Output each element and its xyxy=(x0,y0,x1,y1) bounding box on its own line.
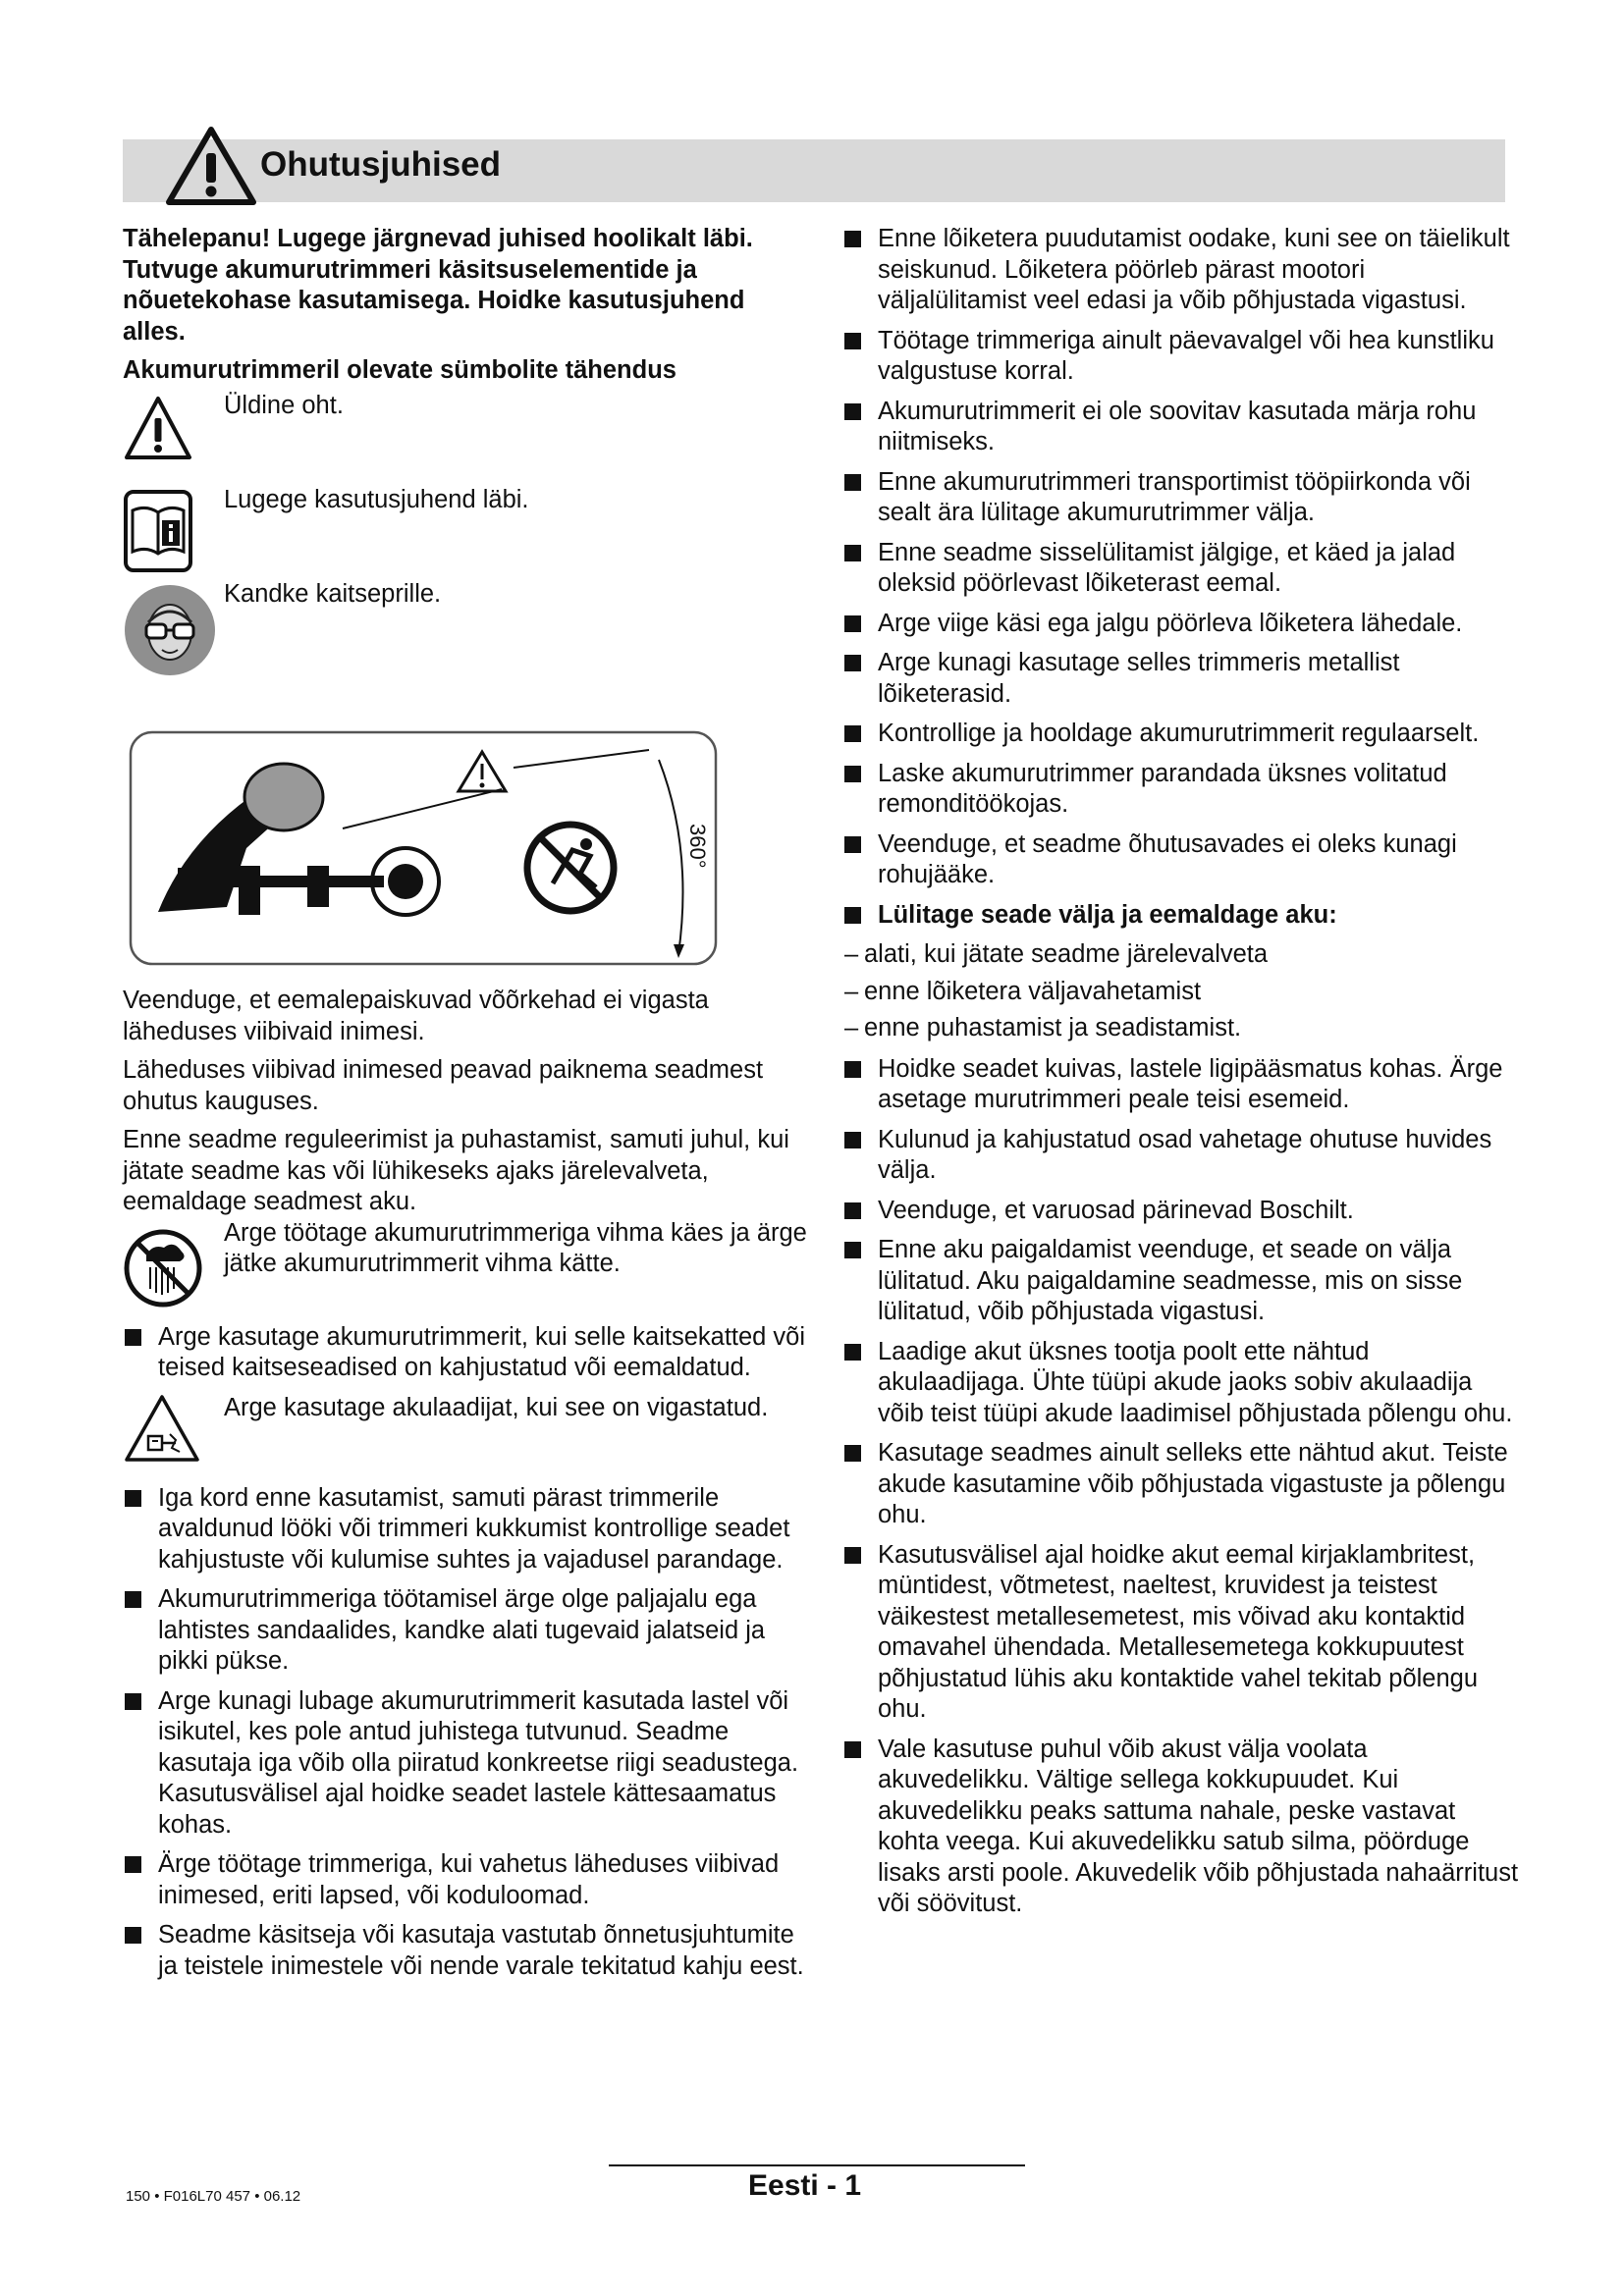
thrown-objects-diagram xyxy=(129,730,718,966)
dash-item: – enne lõiketera väljavahetamist xyxy=(842,977,1520,1008)
list-item: Laske akumurutrimmer parandada üksnes volitatud remonditöökojas. xyxy=(842,759,1520,821)
paragraph: Enne seadme reguleerimist ja puhastamist, samuti juhul, kui jätate seadme kas või lühikeseks ajaks järelevalveta, eemaldage seadmest aku. xyxy=(123,1126,789,1215)
rain-warning-text: Arge töötage akumurutrimmeriga vihma käes ja ärge jätke akumurutrimmerit vihma kätte. xyxy=(224,1218,807,1277)
charger-warning-text: Arge kasutage akulaadijat, kui see on vigastatud. xyxy=(224,1393,769,1421)
list-item: Arge viige käsi ega jalgu pöörleva lõiketera lähedale. xyxy=(842,609,1520,640)
list-item: Akumurutrimmerit ei ole soovitav kasutada märja rohu niitmiseks. xyxy=(842,397,1520,458)
symbol-text: Üldine oht. xyxy=(224,391,344,419)
damaged-charger-warning-icon xyxy=(123,1393,201,1464)
dash-item: – alati, kui jätate seadme järelevalveta xyxy=(842,939,1520,971)
symbol-safety-goggles xyxy=(123,579,810,681)
list-item: Akumurutrimmeriga töötamisel ärge olge paljajalu ega lahtistes sandaalides, kandke alati tugevaid jalatseid ja pikki pükse. xyxy=(123,1584,810,1678)
list-item: Kasutage seadmes ainult selleks ette nähtud akut. Teiste akude kasutamine võib põhjustada vigastuste ja põlengu ohu. xyxy=(842,1438,1520,1531)
footer-divider xyxy=(609,2164,1025,2166)
list-item: Kasutusvälisel ajal hoidke akut eemal kirjaklambritest, müntidest, võtmetest, naeltest, kruvidest ja teistest väikestest metallesemetest, mis võivad aku kontaktid omavahel ühendada. Metallesemetega kokkupuutest põhjustatud lühis aku kontaktide vahel tekitab põlengu ohu. xyxy=(842,1540,1520,1726)
symbol-general-danger xyxy=(123,391,810,479)
section-header xyxy=(123,139,1505,202)
list-item: Enne seadme sisselülitamist jälgige, et käed ja jalad oleksid pöörlevast lõiketerast eemal. xyxy=(842,538,1520,600)
list-item: Ärge töötage trimmeriga, kui vahetus läheduses viibivad inimesed, eriti lapsed, või koduloomad. xyxy=(123,1849,810,1911)
charger-warning xyxy=(123,1393,810,1473)
list-item: Töötage trimmeriga ainult päevavalgel või hea kunstliku valgustuse korral. xyxy=(842,326,1520,388)
symbol-read-manual xyxy=(123,485,810,573)
symbol-text: Lugege kasutusjuhend läbi. xyxy=(224,485,529,513)
right-column xyxy=(842,224,1520,1929)
left-column xyxy=(123,224,810,1991)
list-item: Seadme käsitseja või kasutaja vastutab õnnetusjuhtumite ja teistele inimestele või nende varale tekitatud kahju eest. xyxy=(123,1920,810,1982)
page-title: Ohutusjuhised xyxy=(260,145,501,184)
document-code: 150 • F016L70 457 • 06.12 xyxy=(126,2188,301,2205)
angle-label: 360° xyxy=(685,823,710,869)
no-rain-icon xyxy=(123,1228,203,1308)
list-item: Kulunud ja kahjustatud osad vahetage ohutuse huvides välja. xyxy=(842,1125,1520,1187)
read-manual-icon xyxy=(123,489,193,573)
warning-triangle-icon xyxy=(165,126,257,206)
list-item: Vale kasutuse puhul võib akust välja voolata akuvedelikku. Vältige sellega kokkupuudet. Kui akuvedelikku peaks sattuma nahale, peske vastavat kohta veega. Kui akuvedelikku satub silma, pöörduge lisaks arsti poole. Akuvedelik võib põhjustada nahaärritust või söövitust. xyxy=(842,1735,1520,1920)
list-item-heading: Lülitage seade välja ja eemaldage aku: xyxy=(842,900,1520,932)
list-item: Enne lõiketera puudutamist oodake, kuni see on täielikult seiskunud. Lõiketera pöörleb pärast mootori väljalülitamist veel edasi ja võib põhjustada vigastusi. xyxy=(842,224,1520,317)
paragraph: Läheduses viibivad inimesed peavad paiknema seadmest ohutus kauguses. xyxy=(123,1056,764,1115)
list-item: Hoidke seadet kuivas, lastele ligipääsmatus kohas. Ärge asetage murutrimmeri peale teisi esemeid. xyxy=(842,1054,1520,1116)
intro-warning: Tähelepanu! Lugege järgnevad juhised hoolikalt läbi. Tutvuge akumurutrimmeri käsitsuselementide ja nõuetekohase kasutamisega. Hoidke kasutusjuhend alles. xyxy=(123,225,753,346)
list-item: Arge kasutage akumurutrimmerit, kui selle kaitsekatted või teised kaitseseadised on kahjustatud või eemaldatud. xyxy=(123,1322,810,1384)
list-item: Kontrollige ja hooldage akumurutrimmerit regulaarselt. xyxy=(842,719,1520,750)
paragraph: Veenduge, et eemalepaiskuvad võõrkehad ei vigasta läheduses viibivaid inimesi. xyxy=(123,987,709,1045)
list-item: Arge kunagi kasutage selles trimmeris metallist lõiketerasid. xyxy=(842,648,1520,710)
list-item: Veenduge, et varuosad pärinevad Boschilt. xyxy=(842,1196,1520,1227)
list-item: Veenduge, et seadme õhutusavades ei oleks kunagi rohujääke. xyxy=(842,829,1520,891)
list-item: Enne akumurutrimmeri transportimist tööpiirkonda või sealt ära lülitage akumurutrimmer välja. xyxy=(842,467,1520,529)
list-item: Enne aku paigaldamist veenduge, et seade on välja lülitatud. Aku paigaldamine seadmesse, mis on sisse lülitatud, võib põhjustada vigastusi. xyxy=(842,1235,1520,1328)
list-item: Arge kunagi lubage akumurutrimmerit kasutada lastel või isikutel, kes pole antud juhistega tutvunud. Seadme kasutaja iga võib olla piiratud konkreetse riigi seadustega. Kasutusvälisel ajal hoidke seadet lastele kättesaamatus kohas. xyxy=(123,1686,810,1842)
safety-goggles-icon xyxy=(123,583,217,677)
list-item: Laadige akut üksnes tootja poolt ette nähtud akulaadijaga. Ühte tüüpi akude jaoks sobiv akulaadija võib teist tüüpi akude laadimisel põhjustada põlengu ohu. xyxy=(842,1337,1520,1430)
warning-triangle-icon xyxy=(123,395,193,461)
rain-warning xyxy=(123,1218,810,1312)
symbols-heading: Akumurutrimmeril olevate sümbolite tähendus xyxy=(123,356,677,384)
symbol-text: Kandke kaitseprille. xyxy=(224,579,442,608)
page-number: Eesti - 1 xyxy=(748,2169,862,2202)
dash-item: – enne puhastamist ja seadistamist. xyxy=(842,1013,1520,1044)
list-item: Iga kord enne kasutamist, samuti pärast trimmerile avaldunud lööki või trimmeri kukkumist kontrollige seadet kahjustuste või kulumise suhtes ja vajadusel parandage. xyxy=(123,1483,810,1576)
